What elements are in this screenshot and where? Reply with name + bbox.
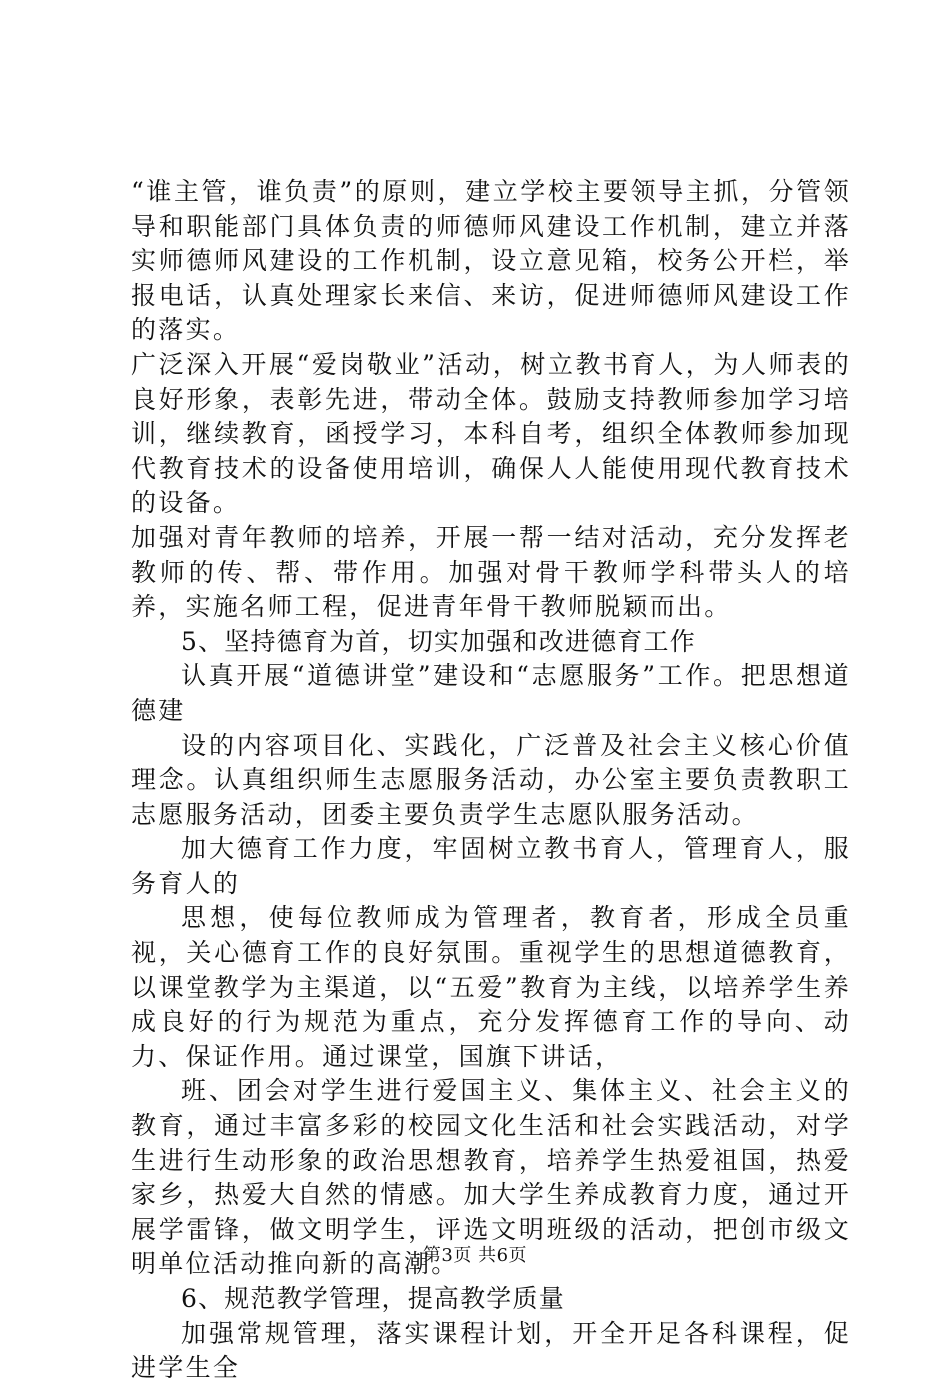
paragraph-volunteer: 设的内容项目化、实践化，广泛普及社会主义核心价值理念。认真组织师生志愿服务活动，办公室主要负责教职工志愿服务活动，团委主要负责学生志愿队服务活动。	[131, 730, 851, 829]
paragraph-responsibility: “谁主管，谁负责”的原则，建立学校主要领导主抓，分管领导和职能部门具体负责的师德师风建设工作机制，建立并落实师德师风建设的工作机制，设立意见箱，校务公开栏，举报电话，认真处理家长来信、来访，促进师德师风建设工作的落实。	[131, 177, 851, 345]
paragraph-young-teachers: 加强对青年教师的培养，开展一帮一结对活动，充分发挥老教师的传、帮、带作用。加强对骨干教师学科带头人的培养，实施名师工程，促进青年骨干教师脱颖而出。	[131, 522, 851, 622]
paragraph-moral-lecture: 认真开展“道德讲堂”建设和“志愿服务”工作。把思想道德建	[131, 661, 851, 725]
paragraph-class-meetings: 班、团会对学生进行爱国主义、集体主义、社会主义的教育，通过丰富多彩的校园文化生活和社会实践活动，对学生进行生动形象的政治思想教育，培养学生热爱祖国，热爱家乡，热爱大自然的情感。加大学生养成教育力度，通过开展学雷锋，做文明学生，评选文明班级的活动，把创市级文明单位活动推向新的高潮。	[131, 1076, 851, 1279]
paragraph-moral-effort: 加大德育工作力度，牢固树立教书育人，管理育人，服务育人的	[131, 834, 851, 898]
paragraph-thinking: 思想，使每位教师成为管理者，教育者，形成全员重视，关心德育工作的良好氛围。重视学生的思想道德教育，以课堂教学为主渠道，以“五爱”教育为主线，以培养学生养成良好的行为规范为重点，充分发挥德育工作的导向、动力、保证作用。通过课堂，国旗下讲话，	[131, 903, 851, 1071]
document-body	[131, 175, 851, 1386]
section-heading-5: 5、坚持德育为首，切实加强和改进德育工作	[181, 626, 696, 656]
page-number-footer: 第3页 共6页	[422, 1245, 528, 1266]
section-heading-6: 6、规范教学管理，提高教学质量	[181, 1284, 565, 1313]
paragraph-routine-management: 加强常规管理，落实课程计划，开全开足各科课程，促进学生全	[131, 1318, 851, 1383]
paragraph-dedication: 广泛深入开展“爱岗敬业”活动，树立教书育人，为人师表的良好形象，表彰先进，带动全体。鼓励支持教师参加学习培训，继续教育，函授学习，本科自考，组织全体教师参加现代教育技术的设备使用培训，确保人人能使用现代教育技术的设备。	[131, 349, 851, 518]
